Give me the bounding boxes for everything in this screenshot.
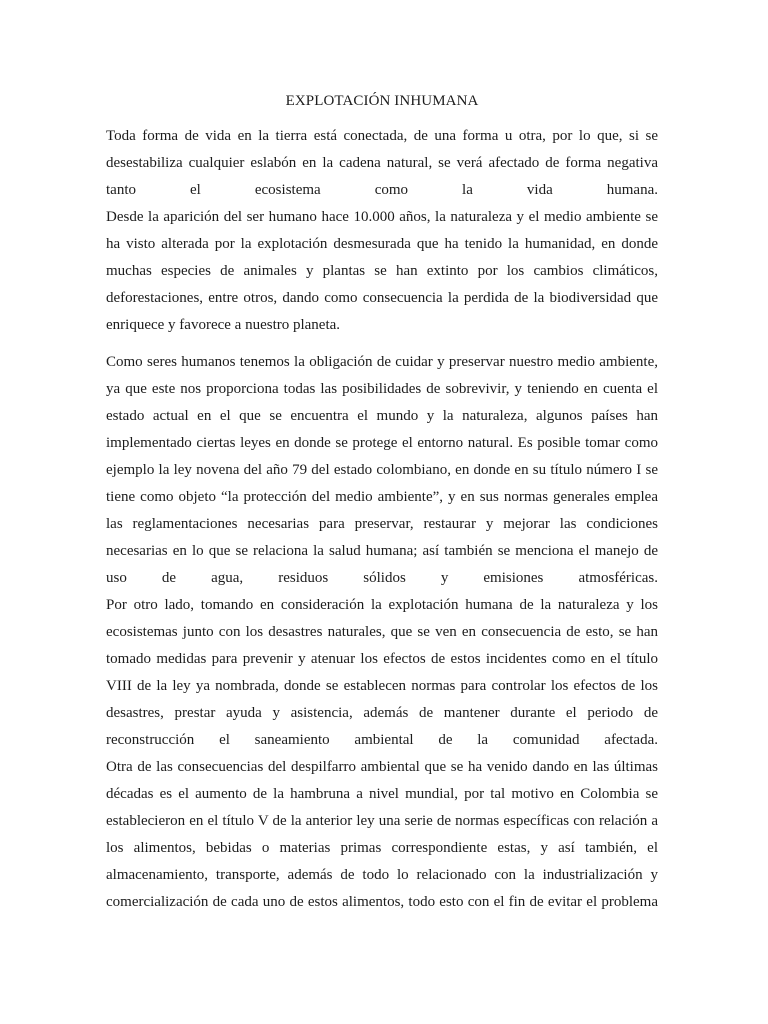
text-line: tiene como objeto “la protección del medio ambiente”, y en sus normas generales emplea: [106, 489, 658, 505]
text-line: décadas es el aumento de la hambruna a nivel mundial, por tal motivo en Colombia se: [106, 786, 658, 802]
text-line: los alimentos, bebidas o materias primas correspondiente estas, y así también, el: [106, 840, 658, 856]
document-page: [106, 0, 658, 916]
text-line: establecieron en el título V de la anterior ley una serie de normas específicas con relación a: [106, 813, 658, 829]
text-line: necesarias en lo que se relaciona la salud humana; así también se menciona el manejo de: [106, 543, 658, 559]
text-line: reconstrucción el saneamiento ambiental de la comunidad afectada.: [106, 732, 658, 748]
text-line: Otra de las consecuencias del despilfarro ambiental que se ha venido dando en las últimas: [106, 759, 658, 775]
text-line: muchas especies de animales y plantas se han extinto por los cambios climáticos,: [106, 263, 658, 279]
text-line: ejemplo la ley novena del año 79 del estado colombiano, en donde en su título número I se: [106, 462, 658, 478]
text-line: Desde la aparición del ser humano hace 10.000 años, la naturaleza y el medio ambiente se: [106, 209, 658, 225]
text-line: VIII de la ley ya nombrada, donde se establecen normas para controlar los efectos de los: [106, 678, 658, 694]
text-line: estado actual en el que se encuentra el mundo y la naturaleza, algunos países han: [106, 408, 658, 424]
text-line: tanto el ecosistema como la vida humana.: [106, 182, 658, 198]
paragraph-2: [106, 349, 658, 916]
text-line: comercialización de cada uno de estos alimentos, todo esto con el fin de evitar el problema: [106, 894, 658, 910]
text-line: tomado medidas para prevenir y atenuar los efectos de estos incidentes como en el título: [106, 651, 658, 667]
text-line: desastres, prestar ayuda y asistencia, además de mantener durante el periodo de: [106, 705, 658, 721]
paragraph-1: [106, 123, 658, 339]
text-line: Como seres humanos tenemos la obligación de cuidar y preservar nuestro medio ambiente,: [106, 354, 658, 370]
text-line: las reglamentaciones necesarias para preservar, restaurar y mejorar las condiciones: [106, 516, 658, 532]
text-line: Por otro lado, tomando en consideración la explotación humana de la naturaleza y los: [106, 597, 658, 613]
text-line: ecosistemas junto con los desastres naturales, que se ven en consecuencia de esto, se han: [106, 624, 658, 640]
text-line: almacenamiento, transporte, además de todo lo relacionado con la industrialización y: [106, 867, 658, 883]
text-line: Toda forma de vida en la tierra está conectada, de una forma u otra, por lo que, si se: [106, 128, 658, 144]
text-line: desestabiliza cualquier eslabón en la cadena natural, se verá afectado de forma negativa: [106, 155, 658, 171]
text-line: enriquece y favorece a nuestro planeta.: [106, 317, 341, 333]
text-line: ha visto alterada por la explotación desmesurada que ha tenido la humanidad, en donde: [106, 236, 658, 252]
text-line: ya que este nos proporciona todas las posibilidades de sobrevivir, y teniendo en cuenta el: [106, 381, 658, 397]
document-title: EXPLOTACIÓN INHUMANA: [285, 93, 479, 109]
text-line: uso de agua, residuos sólidos y emisiones atmosféricas.: [106, 570, 658, 586]
text-line: implementado ciertas leyes en donde se protege el entorno natural. Es posible tomar como: [106, 435, 658, 451]
text-line: deforestaciones, entre otros, dando como consecuencia la perdida de la biodiversidad que: [106, 290, 658, 306]
